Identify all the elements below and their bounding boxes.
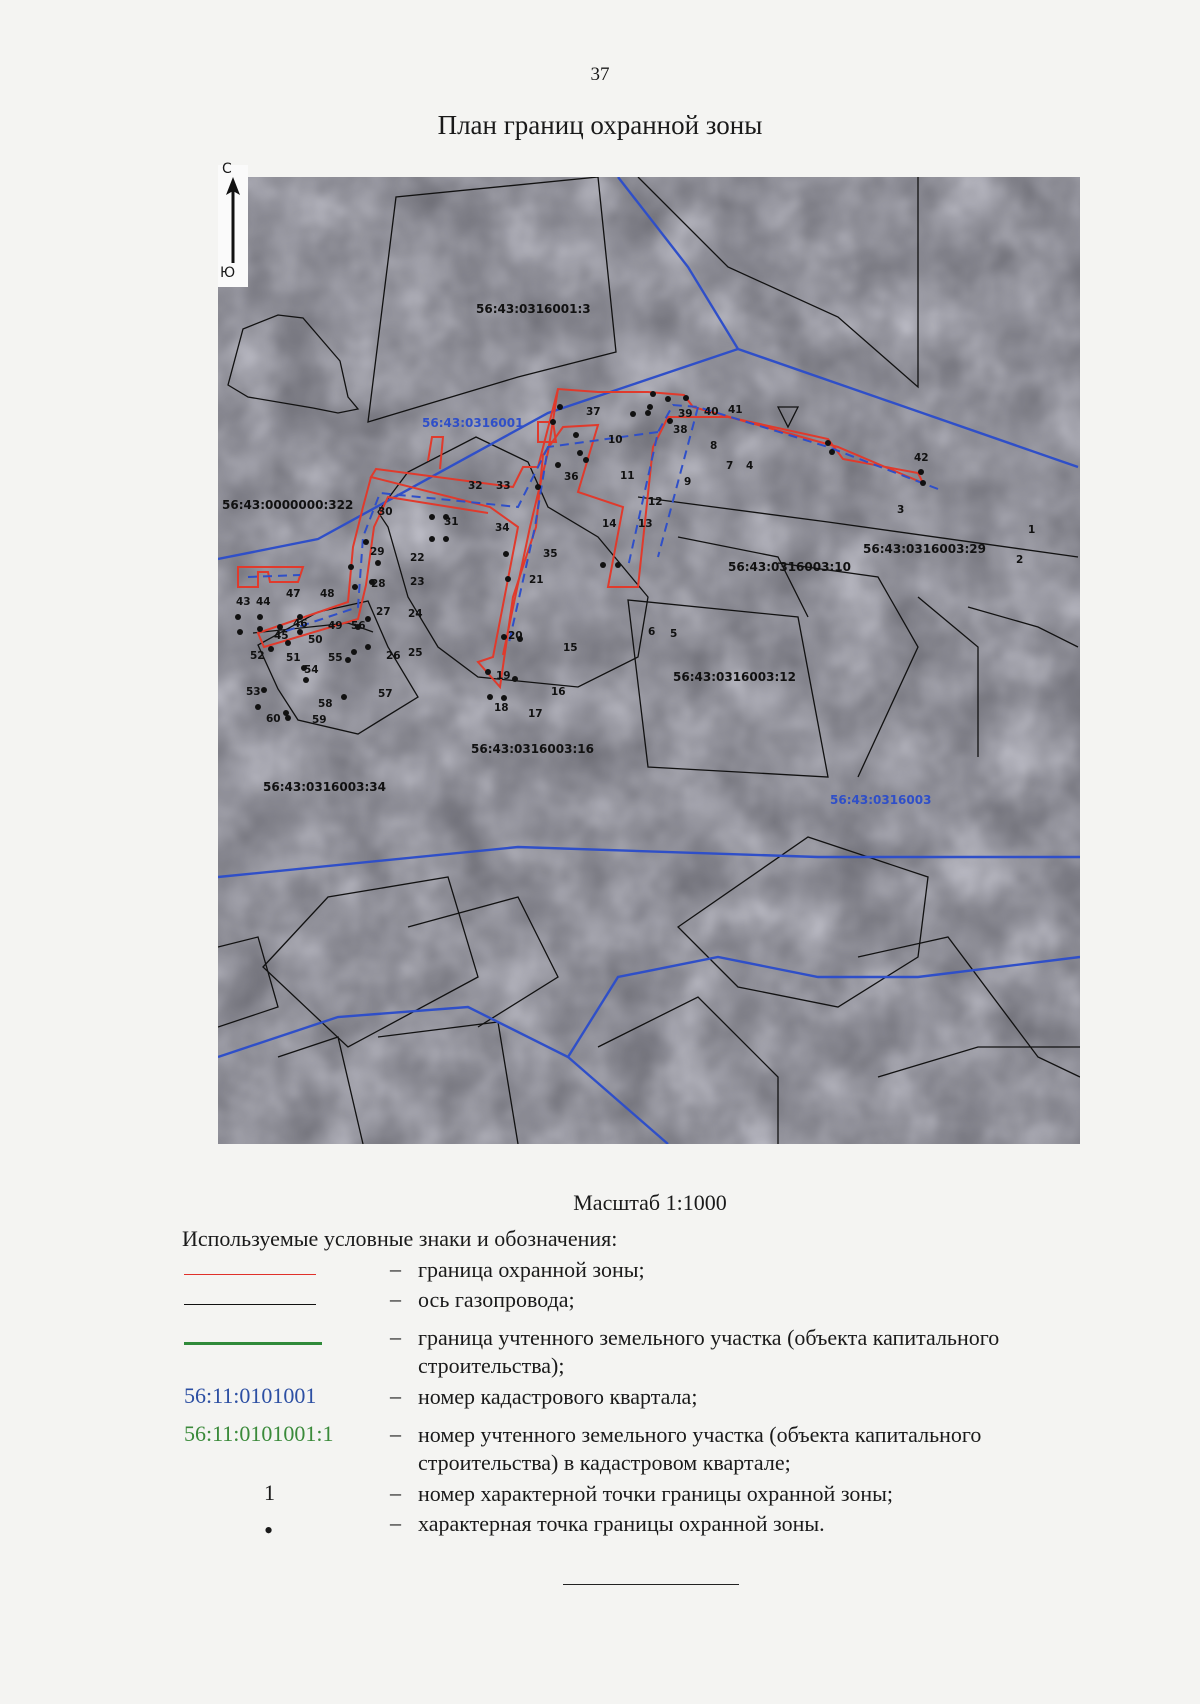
parcel-label: 56:43:0316003:34 <box>263 780 386 794</box>
point-label: 16 <box>551 686 566 698</box>
point-label: 4 <box>746 460 754 472</box>
point-label: 13 <box>638 518 653 530</box>
parcel-label: 56:43:0316003:16 <box>471 742 594 756</box>
legend-dash: – <box>390 1256 401 1281</box>
parcel-label: 56:43:0316001:3 <box>476 302 591 316</box>
point-label: 33 <box>496 480 511 492</box>
scale-label: Масштаб 1:1000 <box>573 1190 727 1215</box>
parcel-label: 56:43:0316003:10 <box>728 560 851 574</box>
point-label: 52 <box>250 650 265 662</box>
point-label: 56 <box>351 620 366 632</box>
south-label: Ю <box>220 265 236 281</box>
point-label: 43 <box>236 596 251 608</box>
legend-desc: номер кадастрового квартала; <box>418 1384 698 1409</box>
quarter-number-sample: 56:11:0101001 <box>184 1383 317 1408</box>
legend-desc: характерная точка границы охранной зоны. <box>418 1511 825 1536</box>
point-label: 30 <box>378 506 393 518</box>
point-label: 48 <box>320 588 335 600</box>
point-label: 18 <box>494 702 509 714</box>
point-label: 38 <box>673 424 688 436</box>
legend-desc: граница учтенного земельного участка (объекта капитального строительства); <box>418 1325 1000 1378</box>
north-label: С <box>222 161 232 177</box>
quarter-label: 56:43:0316001 <box>422 416 524 430</box>
legend-dash: – <box>390 1421 401 1446</box>
point-label: 36 <box>564 471 579 483</box>
parcel-number-sample: 56:11:0101001:1 <box>184 1421 334 1446</box>
point-label: 54 <box>304 664 319 676</box>
point-label: 5 <box>670 628 678 640</box>
point-label: 34 <box>495 522 510 534</box>
point-label: 32 <box>468 480 483 492</box>
point-label: 21 <box>529 574 544 586</box>
point-label: 37 <box>586 406 601 418</box>
point-label: 22 <box>410 552 425 564</box>
point-label: 24 <box>408 608 423 620</box>
point-label: 25 <box>408 647 423 659</box>
point-label: 10 <box>608 434 623 446</box>
point-label: 51 <box>286 652 301 664</box>
point-label: 27 <box>376 606 391 618</box>
point-label: 23 <box>410 576 425 588</box>
point-label: 59 <box>312 714 327 726</box>
point-label: 28 <box>371 578 386 590</box>
point-label: 31 <box>444 516 459 528</box>
point-label: 29 <box>370 546 385 558</box>
point-label: 26 <box>386 650 401 662</box>
red-line-icon <box>184 1274 316 1275</box>
plan-title: План границ охранной зоны <box>437 110 763 140</box>
point-label: 3 <box>897 504 905 516</box>
quarter-label: 56:43:0316003 <box>830 793 932 807</box>
point-label: 46 <box>293 618 308 630</box>
point-label: 8 <box>710 440 718 452</box>
legend-dash: – <box>390 1510 401 1535</box>
legend-dash: – <box>390 1480 401 1505</box>
legend-desc: номер учтенного земельного участка (объекта капитального строительства) в кадастровом квартале; <box>418 1422 982 1475</box>
legend-desc: ось газопровода; <box>418 1287 575 1312</box>
point-label: 58 <box>318 698 333 710</box>
point-label: 45 <box>274 630 289 642</box>
point-label: 20 <box>508 630 523 642</box>
point-label: 50 <box>308 634 323 646</box>
legend-dash: – <box>390 1324 401 1349</box>
legend-dash: – <box>390 1383 401 1408</box>
point-label: 49 <box>328 620 343 632</box>
parcel-label: 56:43:0000000:322 <box>222 498 354 512</box>
green-line-icon <box>184 1342 322 1345</box>
point-marker-sample: • <box>264 1516 274 1545</box>
point-label: 7 <box>726 460 734 472</box>
point-label: 60 <box>266 713 281 725</box>
point-label: 17 <box>528 708 543 720</box>
point-label: 9 <box>684 476 692 488</box>
bottom-rule <box>563 1584 739 1585</box>
map-svg <box>218 177 1080 1144</box>
point-label: 11 <box>620 470 635 482</box>
point-label: 6 <box>648 626 656 638</box>
legend-desc: граница охранной зоны; <box>418 1257 645 1282</box>
point-label: 12 <box>648 496 663 508</box>
north-arrow <box>218 161 248 287</box>
point-number-sample: 1 <box>264 1480 275 1505</box>
point-label: 39 <box>678 408 693 420</box>
point-label: 15 <box>563 642 578 654</box>
legend-header: Используемые условные знаки и обозначения: <box>182 1226 618 1251</box>
parcel-label: 56:43:0316003:29 <box>863 542 986 556</box>
point-label: 41 <box>728 404 743 416</box>
point-label: 35 <box>543 548 558 560</box>
point-label: 40 <box>704 406 719 418</box>
point-label: 1 <box>1028 524 1036 536</box>
protection-zone-map <box>218 177 1080 1144</box>
point-label: 47 <box>286 588 301 600</box>
point-label: 53 <box>246 686 261 698</box>
parcel-label: 56:43:0316003:12 <box>673 670 796 684</box>
point-label: 19 <box>496 670 511 682</box>
black-line-icon <box>184 1304 316 1305</box>
legend-desc: номер характерной точки границы охранной зоны; <box>418 1481 894 1506</box>
legend-dash: – <box>390 1286 401 1311</box>
point-label: 14 <box>602 518 617 530</box>
page-number: 37 <box>590 64 610 85</box>
point-label: 2 <box>1016 554 1024 566</box>
point-label: 57 <box>378 688 393 700</box>
point-label: 44 <box>256 596 271 608</box>
point-label: 42 <box>914 452 929 464</box>
point-label: 55 <box>328 652 343 664</box>
